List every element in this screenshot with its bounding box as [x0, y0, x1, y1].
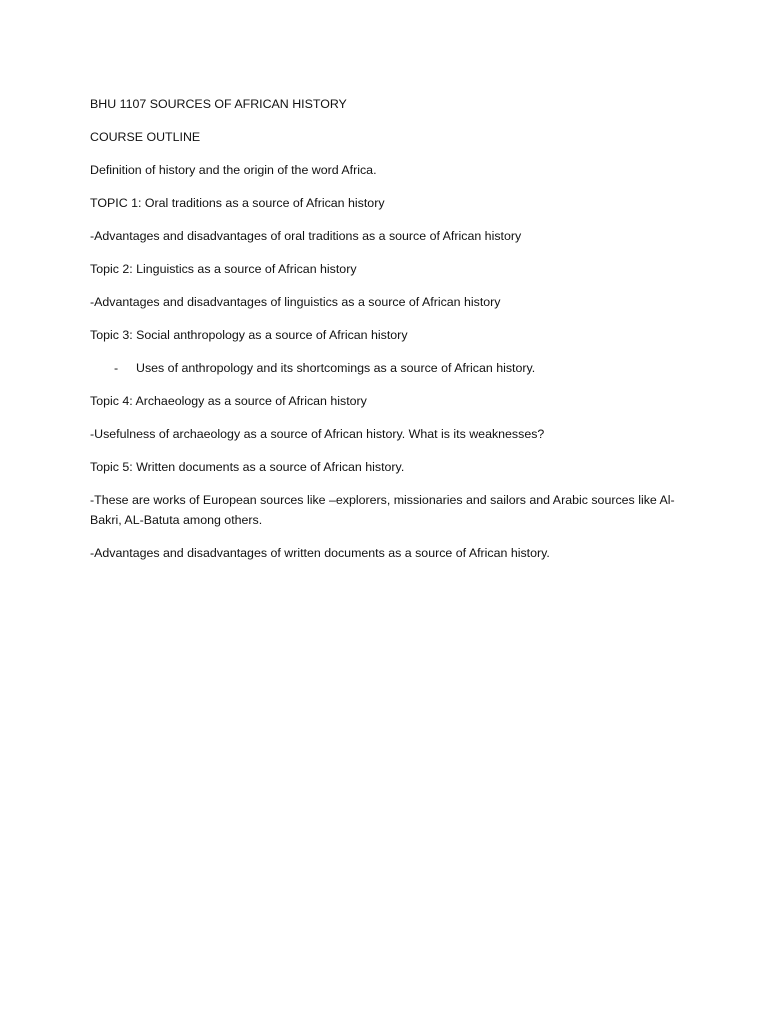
topic-2-detail: -Advantages and disadvantages of linguistics as a source of African history — [90, 295, 501, 309]
topic-5-advantages: -Advantages and disadvantages of written documents as a source of African history. — [90, 546, 550, 560]
course-outline-heading: COURSE OUTLINE — [90, 130, 201, 144]
list-marker: - — [114, 361, 119, 375]
topic-2-heading: Topic 2: Linguistics as a source of African history — [90, 262, 357, 276]
topic-3-heading: Topic 3: Social anthropology as a source of African history — [90, 328, 408, 342]
document-body — [90, 94, 680, 576]
topic-4-detail: -Usefulness of archaeology as a source of African history. What is its weaknesses? — [90, 427, 545, 441]
course-title: BHU 1107 SOURCES OF AFRICAN HISTORY — [90, 97, 347, 111]
topic-1-detail: -Advantages and disadvantages of oral traditions as a source of African history — [90, 229, 522, 243]
list-item-text: Uses of anthropology and its shortcomings as a source of African history. — [136, 361, 536, 375]
topic-5-heading: Topic 5: Written documents as a source of African history. — [90, 460, 405, 474]
topic-5-detail: -These are works of European sources like –explorers, missionaries and sailors and Arabic sources like Al-Bakri, AL-Batuta among others. — [90, 493, 675, 527]
topic-4-heading: Topic 4: Archaeology as a source of African history — [90, 394, 367, 408]
topic-1-heading: TOPIC 1: Oral traditions as a source of African history — [90, 196, 385, 210]
definition-paragraph: Definition of history and the origin of the word Africa. — [90, 163, 377, 177]
topic-3-list-item — [90, 358, 680, 378]
